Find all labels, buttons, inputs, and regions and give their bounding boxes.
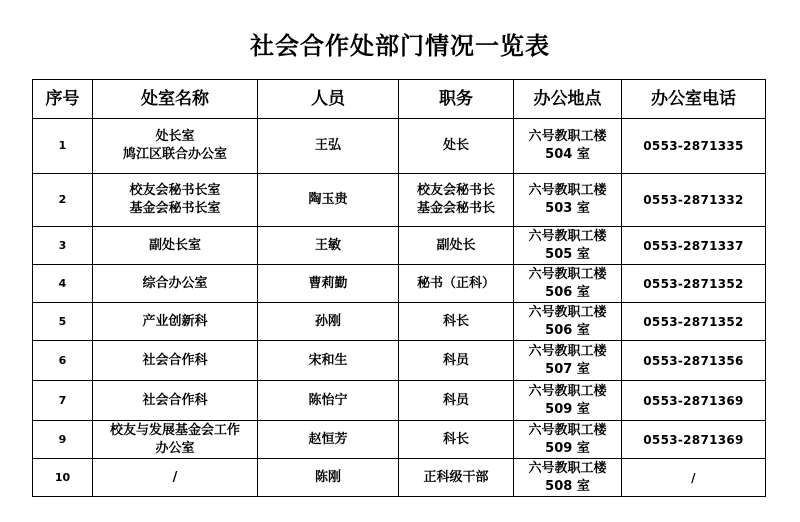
header-office-name: 处室名称 xyxy=(93,80,258,119)
person-name: 宋和生 xyxy=(258,341,399,381)
phone: 0553-2871352 xyxy=(622,265,766,303)
person-name: 陶玉贵 xyxy=(258,174,399,227)
table-row xyxy=(33,381,766,421)
row-number: 9 xyxy=(33,421,93,459)
position: 副处长 xyxy=(399,227,514,265)
person-name: 王弘 xyxy=(258,119,399,174)
location: 六号教职工楼 508 室 xyxy=(514,459,622,497)
office-name: 社会合作科 xyxy=(93,381,258,421)
header-location: 办公地点 xyxy=(514,80,622,119)
person-name: 赵恒芳 xyxy=(258,421,399,459)
table-row xyxy=(33,303,766,341)
table-row xyxy=(33,341,766,381)
person-name: 陈怡宁 xyxy=(258,381,399,421)
row-number: 5 xyxy=(33,303,93,341)
location: 六号教职工楼 507 室 xyxy=(514,341,622,381)
location: 六号教职工楼 506 室 xyxy=(514,265,622,303)
position: 科长 xyxy=(399,421,514,459)
department-table xyxy=(32,79,766,497)
phone: 0553-2871337 xyxy=(622,227,766,265)
phone: 0553-2871369 xyxy=(622,381,766,421)
position: 正科级干部 xyxy=(399,459,514,497)
table-row xyxy=(33,421,766,459)
table-row xyxy=(33,459,766,497)
position: 校友会秘书长 基金会秘书长 xyxy=(399,174,514,227)
header-person: 人员 xyxy=(258,80,399,119)
person-name: 王敏 xyxy=(258,227,399,265)
location: 六号教职工楼 504 室 xyxy=(514,119,622,174)
office-name: 副处长室 xyxy=(93,227,258,265)
position: 科长 xyxy=(399,303,514,341)
header-phone: 办公室电话 xyxy=(622,80,766,119)
person-name: 孙刚 xyxy=(258,303,399,341)
table-row xyxy=(33,174,766,227)
location: 六号教职工楼 506 室 xyxy=(514,303,622,341)
person-name: 曹莉勤 xyxy=(258,265,399,303)
position: 科员 xyxy=(399,381,514,421)
table-row xyxy=(33,227,766,265)
table-row xyxy=(33,265,766,303)
office-name: 综合办公室 xyxy=(93,265,258,303)
office-name: 社会合作科 xyxy=(93,341,258,381)
office-name: 处长室 鸠江区联合办公室 xyxy=(93,119,258,174)
phone: 0553-2871352 xyxy=(622,303,766,341)
row-number: 1 xyxy=(33,119,93,174)
table-header-row xyxy=(33,80,766,119)
row-number: 6 xyxy=(33,341,93,381)
row-number: 7 xyxy=(33,381,93,421)
row-number: 3 xyxy=(33,227,93,265)
person-name: 陈刚 xyxy=(258,459,399,497)
row-number: 2 xyxy=(33,174,93,227)
office-name: 校友与发展基金会工作 办公室 xyxy=(93,421,258,459)
office-name: / xyxy=(93,459,258,497)
position: 秘书（正科） xyxy=(399,265,514,303)
office-name: 产业创新科 xyxy=(93,303,258,341)
phone: 0553-2871332 xyxy=(622,174,766,227)
page-title: 社会合作处部门情况一览表 xyxy=(250,31,550,60)
location: 六号教职工楼 509 室 xyxy=(514,421,622,459)
location: 六号教职工楼 503 室 xyxy=(514,174,622,227)
phone: 0553-2871356 xyxy=(622,341,766,381)
row-number: 10 xyxy=(33,459,93,497)
header-position: 职务 xyxy=(399,80,514,119)
location: 六号教职工楼 509 室 xyxy=(514,381,622,421)
header-number: 序号 xyxy=(33,80,93,119)
row-number: 4 xyxy=(33,265,93,303)
position: 科员 xyxy=(399,341,514,381)
position: 处长 xyxy=(399,119,514,174)
phone: 0553-2871369 xyxy=(622,421,766,459)
location: 六号教职工楼 505 室 xyxy=(514,227,622,265)
phone: 0553-2871335 xyxy=(622,119,766,174)
office-name: 校友会秘书长室 基金会秘书长室 xyxy=(93,174,258,227)
table-row xyxy=(33,119,766,174)
phone: / xyxy=(622,459,766,497)
